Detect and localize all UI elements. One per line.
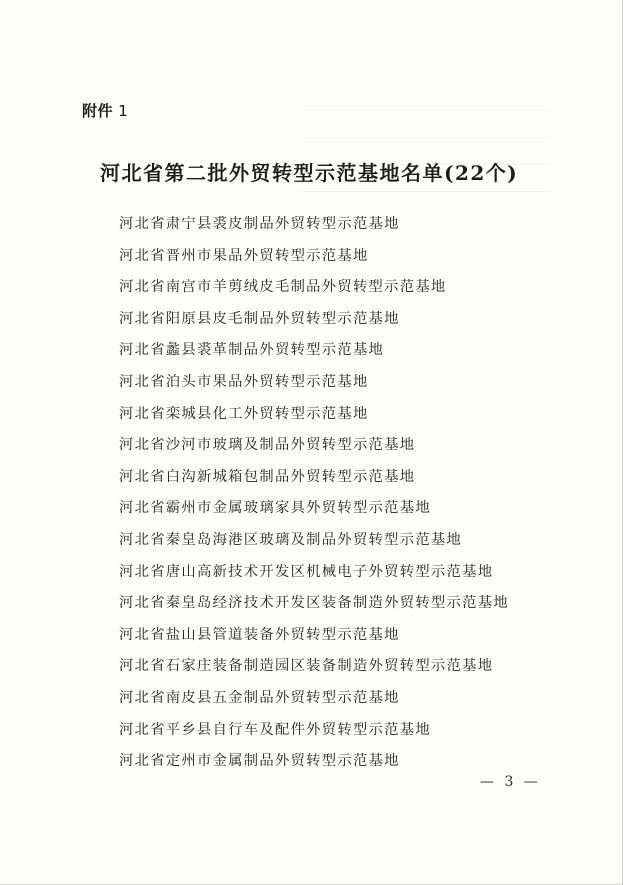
list-item: 河北省平乡县自行车及配件外贸转型示范基地 [119, 721, 431, 738]
list-item: 河北省定州市金属制品外贸转型示范基地 [119, 753, 400, 770]
list-item: 河北省沙河市玻璃及制品外贸转型示范基地 [119, 437, 416, 454]
attachment-label [82, 100, 128, 121]
list-item: 河北省秦皇岛经济技术开发区装备制造外贸转型示范基地 [119, 595, 509, 612]
bleed-through-shadow [300, 98, 550, 208]
list-item: 河北省肃宁县裘皮制品外贸转型示范基地 [119, 216, 400, 232]
list-item: 河北省南宫市羊剪绒皮毛制品外贸转型示范基地 [119, 279, 447, 296]
list-item: 河北省泊头市果品外贸转型示范基地 [119, 373, 369, 390]
document-title: 河北省第二批外贸转型示范基地名单(22个) [100, 161, 519, 185]
attachment-number: 1 [118, 102, 129, 120]
list-item: 河北省盐山县管道装备外贸转型示范基地 [119, 626, 400, 643]
attachment-word: 附件 [82, 102, 114, 120]
list-item: 河北省晋州市果品外贸转型示范基地 [119, 247, 369, 264]
list-item: 河北省阳原县皮毛制品外贸转型示范基地 [119, 310, 400, 327]
list-item: 河北省霸州市金属玻璃家具外贸转型示范基地 [119, 500, 431, 517]
list-item: 河北省栾城县化工外贸转型示范基地 [119, 405, 369, 422]
list-item: 河北省白沟新城箱包制品外贸转型示范基地 [119, 468, 416, 485]
list-item: 河北省南皮县五金制品外贸转型示范基地 [119, 689, 400, 706]
list-item: 河北省唐山高新技术开发区机械电子外贸转型示范基地 [119, 563, 494, 580]
base-list [119, 212, 509, 781]
list-item: 河北省蠡县裘革制品外贸转型示范基地 [119, 342, 385, 359]
list-item: 河北省石家庄装备制造园区装备制造外贸转型示范基地 [119, 658, 494, 675]
page-number: — 3 — [480, 774, 541, 790]
list-item: 河北省秦皇岛海港区玻璃及制品外贸转型示范基地 [119, 531, 463, 548]
